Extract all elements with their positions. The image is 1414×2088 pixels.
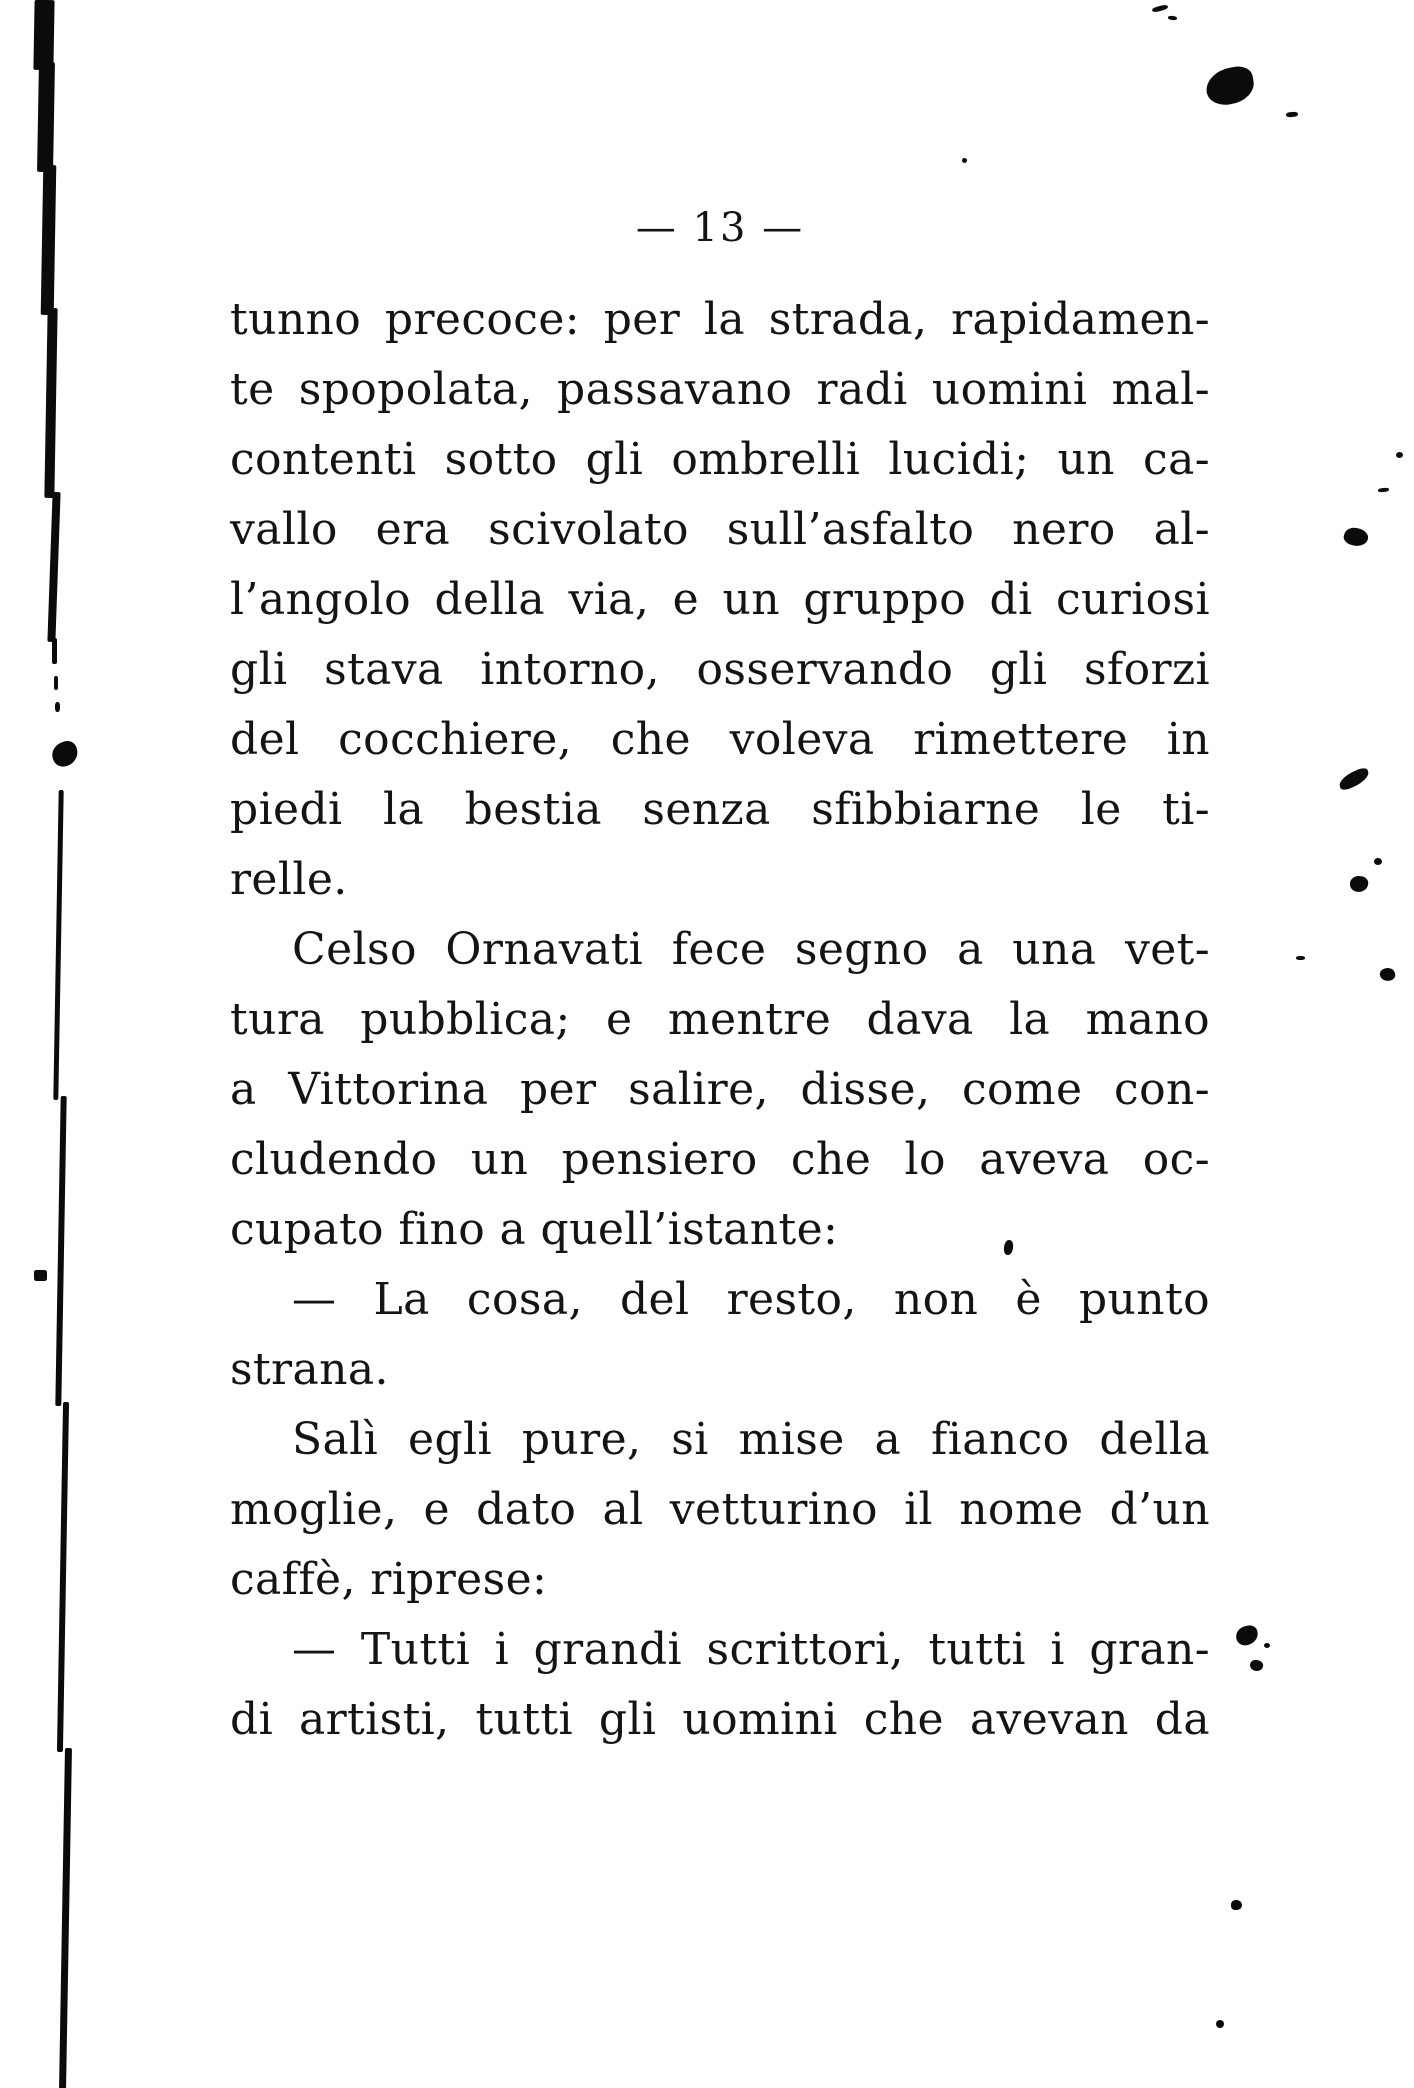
ink-speck <box>1337 766 1372 792</box>
text-line: tunno precoce: per la strada, rapidamen- <box>230 294 1210 345</box>
ink-speck <box>1168 16 1177 21</box>
text-line: di artisti, tutti gli uomini che avevan da <box>230 1694 1210 1745</box>
ink-speck <box>1396 452 1403 458</box>
text-line: cupato fino a quell’istante: <box>230 1204 839 1255</box>
ink-speck <box>1249 1658 1265 1673</box>
page-edge-streak <box>44 308 57 498</box>
page-edge-streak <box>37 62 55 172</box>
page-number-header: — 13 — <box>635 205 805 251</box>
text-line: piedi la bestia senza sfibbiarne le ti- <box>230 784 1210 835</box>
ink-speck <box>1349 875 1370 894</box>
ink-speck <box>1203 64 1257 108</box>
page-edge-streak <box>33 0 54 70</box>
text-line: a Vittorina per salire, disse, come con- <box>230 1064 1210 1115</box>
ink-speck <box>1378 487 1389 492</box>
ink-speck <box>1152 4 1169 13</box>
text-line: contenti sotto gli ombrelli lucidi; un ca- <box>230 434 1210 485</box>
text-line: moglie, e dato al vetturino il nome d’un <box>230 1484 1210 1535</box>
page-edge-streak <box>55 702 60 712</box>
text-line: te spopolata, passavano radi uomini mal- <box>230 364 1210 415</box>
ink-speck <box>1216 2020 1224 2028</box>
text-line: gli stava intorno, osservando gli sforzi <box>230 644 1210 695</box>
text-line: cludendo un pensiero che lo aveva oc- <box>230 1134 1210 1185</box>
text-line: relle. <box>230 854 348 905</box>
page-edge-streak <box>59 1748 72 2088</box>
ink-speck <box>1231 1900 1242 1910</box>
ink-speck <box>1264 1643 1270 1648</box>
ink-speck <box>1296 956 1305 960</box>
text-line: tura pubblica; e mentre dava la mano <box>230 994 1210 1045</box>
text-line: l’angolo della via, e un gruppo di curiosi <box>230 574 1210 625</box>
text-line: strana. <box>230 1344 389 1395</box>
ink-speck <box>1374 858 1382 865</box>
text-line: Salì egli pure, si mise a fianco della <box>292 1414 1210 1465</box>
page-edge-streak <box>49 738 82 769</box>
page-edge-streak <box>57 1402 69 1752</box>
text-line: del cocchiere, che voleva rimettere in <box>230 714 1210 765</box>
page-edge-streak <box>52 638 57 664</box>
ink-speck <box>1234 1624 1259 1647</box>
text-line: Celso Ornavati fece segno a una vet- <box>292 924 1210 975</box>
ink-speck <box>1379 966 1397 982</box>
page-edge-streak <box>34 1270 47 1281</box>
page-edge-streak <box>47 492 60 642</box>
ink-speck <box>962 158 967 163</box>
page-edge-streak <box>41 165 57 315</box>
text-line: — Tutti i grandi scrittori, tutti i gran- <box>292 1624 1210 1675</box>
ink-speck <box>1286 112 1298 118</box>
text-line: — La cosa, del resto, non è punto <box>292 1274 1210 1325</box>
page-edge-streak <box>55 1096 66 1406</box>
body-text-block <box>230 285 1210 1755</box>
page-edge-streak <box>53 790 63 1100</box>
page-edge-streak <box>54 676 58 690</box>
ink-speck <box>1342 525 1370 550</box>
text-line: vallo era scivolato sull’asfalto nero al- <box>230 504 1210 555</box>
text-line: caffè, riprese: <box>230 1554 548 1605</box>
